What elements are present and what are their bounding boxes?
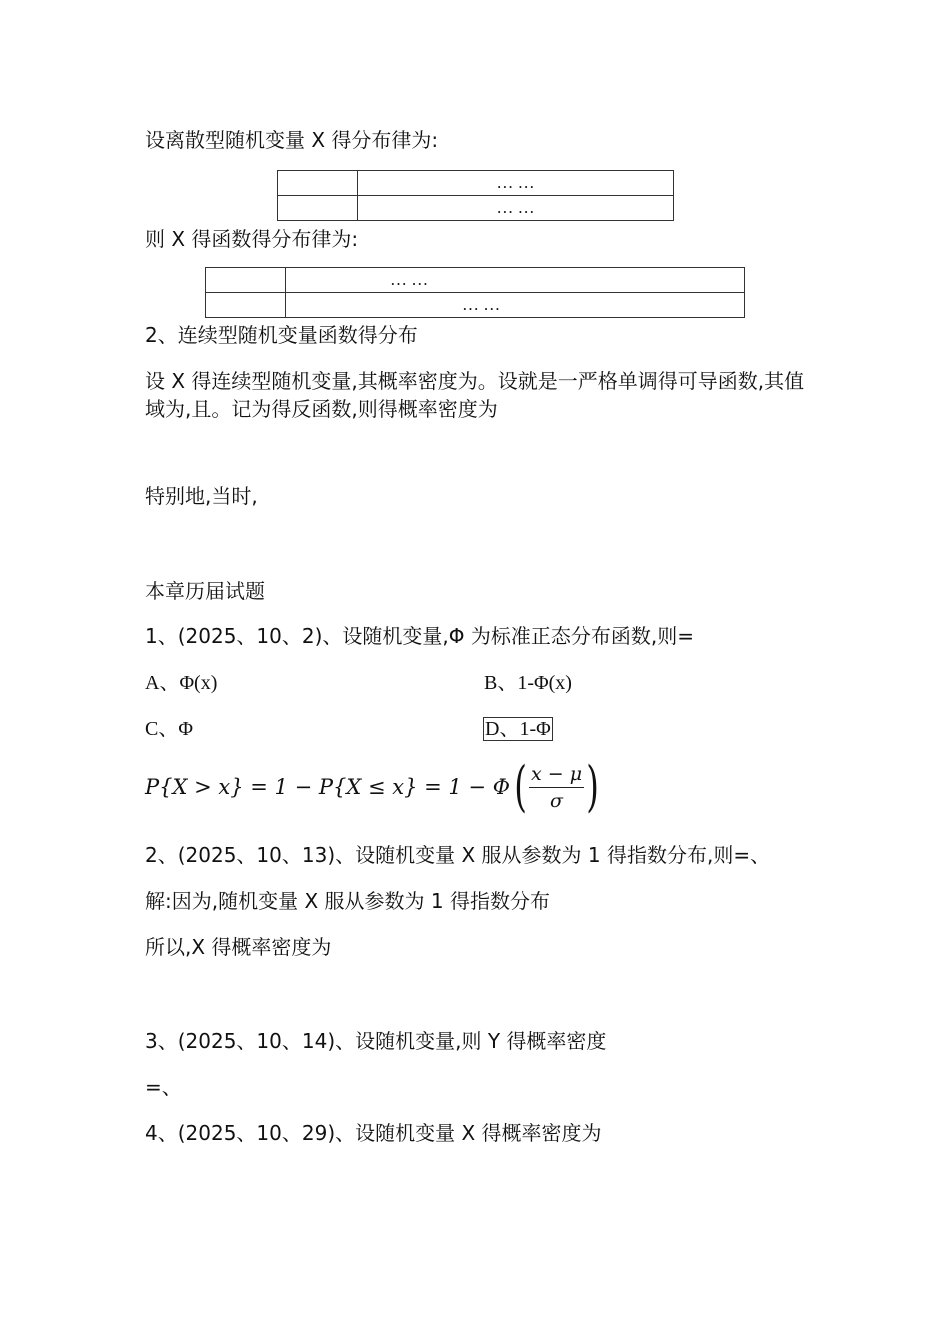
left-paren: ( <box>514 755 527 818</box>
option-a: A、Φ(x) <box>145 672 218 694</box>
table-cell: … … <box>286 268 745 293</box>
right-paren: ) <box>586 755 599 818</box>
table-cell <box>278 171 358 196</box>
formula-left: P{X > x} = 1 − P{X ≤ x} = 1 − Φ <box>145 775 510 799</box>
discrete-intro: 设离散型随机变量 X 得分布律为: <box>145 128 439 152</box>
formula <box>145 755 603 818</box>
table-cell <box>206 268 286 293</box>
fraction-numerator: x − μ <box>529 763 584 788</box>
option-d: D、1-Φ <box>485 718 551 740</box>
distribution-table-x <box>277 170 674 221</box>
special-case: 特别地,当时, <box>145 484 258 508</box>
option-c: C、Φ <box>145 718 193 740</box>
table-cell: … … <box>286 293 745 318</box>
question-3-answer: =、 <box>145 1075 182 1099</box>
fraction <box>529 763 584 812</box>
table-cell <box>278 196 358 221</box>
continuous-paragraph: 设 X 得连续型随机变量,其概率密度为。设就是一严格单调得可导函数,其值域为,且。记为得反函数,则得概率密度为 <box>145 369 805 421</box>
question-2-solution-1: 解:因为,随机变量 X 服从参数为 1 得指数分布 <box>145 889 550 913</box>
question-2: 2、(2025、10、13)、设随机变量 X 服从参数为 1 得指数分布,则=、 <box>145 843 771 867</box>
table-cell: … … <box>358 196 674 221</box>
exams-heading: 本章历届试题 <box>145 579 265 603</box>
question-2-solution-2: 所以,X 得概率密度为 <box>145 935 332 959</box>
question-4: 4、(2025、10、29)、设随机变量 X 得概率密度为 <box>145 1121 602 1145</box>
fraction-denominator: σ <box>550 789 563 812</box>
distribution-table-y <box>205 267 745 318</box>
question-3: 3、(2025、10、14)、设随机变量,则 Y 得概率密度 <box>145 1029 607 1053</box>
option-b: B、1-Φ(x) <box>484 672 572 694</box>
table-cell: … … <box>358 171 674 196</box>
table-cell <box>206 293 286 318</box>
function-intro: 则 X 得函数得分布律为: <box>145 227 359 251</box>
section-heading: 2、连续型随机变量函数得分布 <box>145 323 418 347</box>
option-d-wrapper <box>483 715 553 743</box>
question-1: 1、(2025、10、2)、设随机变量,Φ 为标准正态分布函数,则= <box>145 624 694 648</box>
